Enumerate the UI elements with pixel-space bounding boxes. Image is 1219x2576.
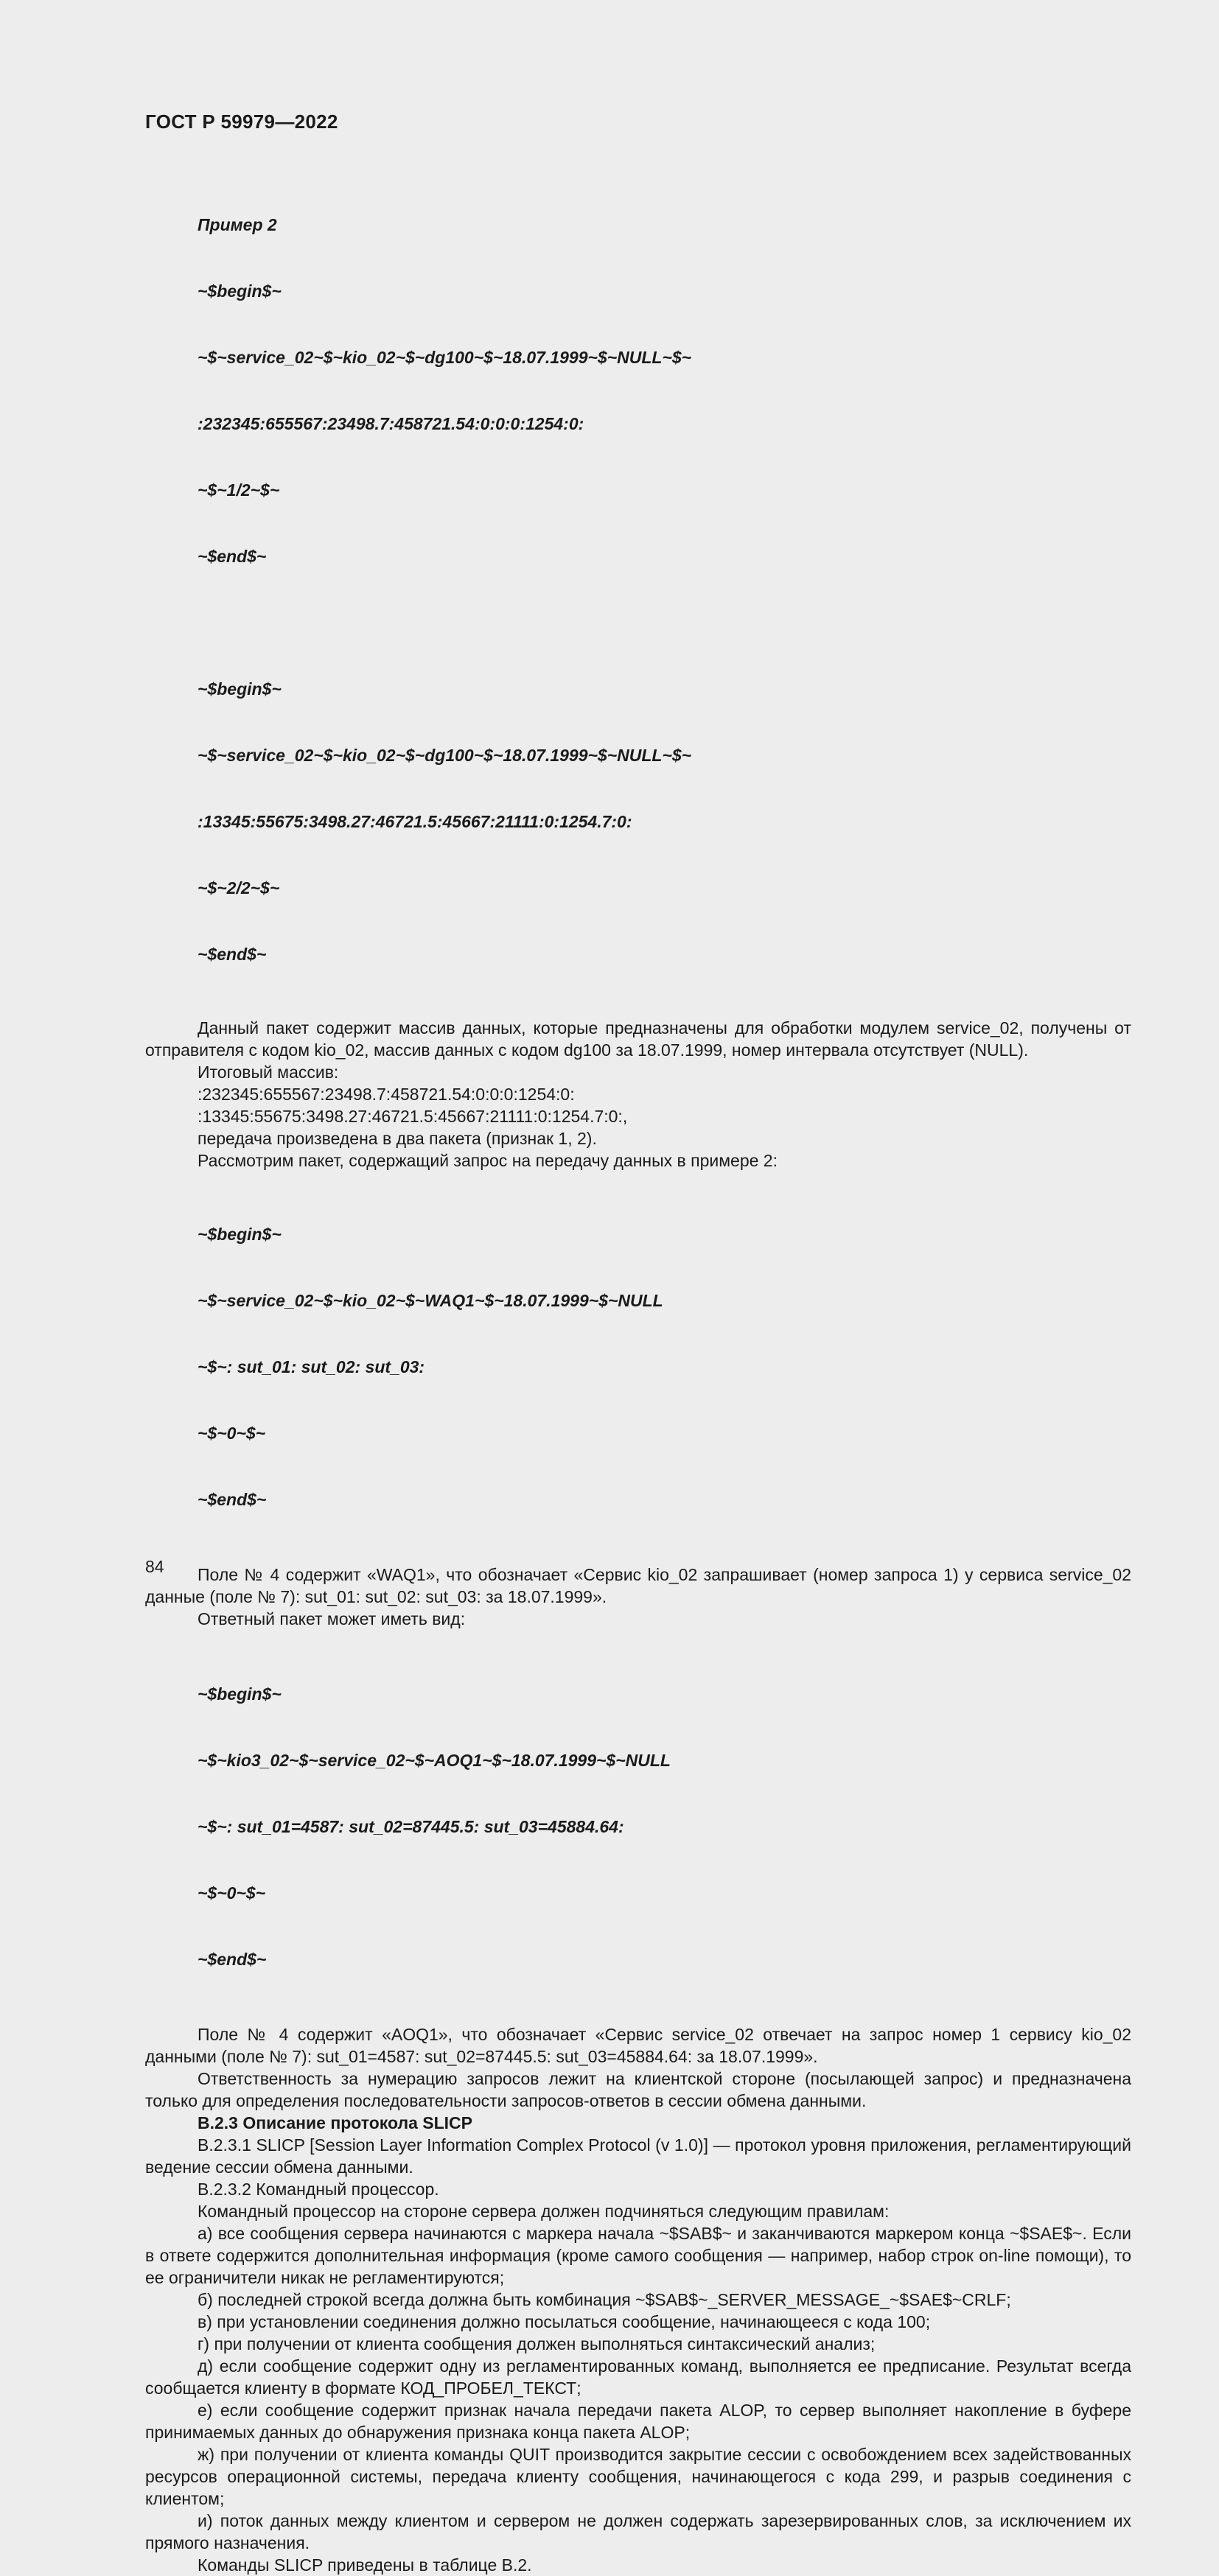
response-packet-block	[145, 1639, 1131, 2015]
example-block	[145, 169, 1131, 1009]
text-line: Итоговый массив:	[198, 1063, 339, 1082]
rule-item: в) при установлении соединения должно посылаться сообщение, начинающееся с кода 100;	[198, 2312, 931, 2331]
code-line: ~$begin$~	[198, 679, 282, 699]
section-heading: В.2.3 Описание протокола SLICP	[198, 2113, 472, 2132]
code-line: ~$~: sut_01=4587: sut_02=87445.5: sut_03=45884.64:	[198, 1817, 624, 1836]
rule-item: ж) при получении от клиента команды QUIT производится закрытие сессии с освобождением всех задействованных ресурсов операционной системы, передача клиенту сообщения, начинающегося с кода 299, и разрыв соединения с клиентом;	[145, 2445, 1131, 2508]
code-line: ~$~0~$~	[198, 1883, 266, 1903]
page-content	[145, 169, 1131, 2576]
rule-item: б) последней строкой всегда должна быть комбинация ~$SAB$~_SERVER_MESSAGE_~$SAE$~CRLF;	[198, 2290, 1011, 2309]
code-line: ~$end$~	[198, 945, 267, 964]
rule-item: а) все сообщения сервера начинаются с маркера начала ~$SAB$~ и заканчиваются маркером конца ~$SAE$~. Если в ответе содержится дополнительная информация (кроме самого сообщения — например, набор строк on-line помощи), то ее ограничители никак не регламентируются;	[145, 2224, 1131, 2287]
request-packet-block	[145, 1179, 1131, 1555]
text-line: передача произведена в два пакета (признак 1, 2).	[198, 1129, 597, 1148]
example-title: Пример 2	[198, 215, 277, 234]
text-line: Рассмотрим пакет, содержащий запрос на передачу данных в примере 2:	[198, 1151, 778, 1170]
code-line: ~$~service_02~$~kio_02~$~dg100~$~18.07.1999~$~NULL~$~	[198, 746, 692, 765]
rule-item: и) поток данных между клиентом и сервером не должен содержать зарезервированных слов, за исключением их прямого назначения.	[145, 2511, 1131, 2552]
summary-block	[145, 1061, 1131, 1172]
text-line: :13345:55675:3498.27:46721.5:45667:21111:0:1254.7:0:,	[198, 1107, 628, 1126]
code-line: ~$~0~$~	[198, 1424, 266, 1443]
code-line: ~$~kio3_02~$~service_02~$~AOQ1~$~18.07.1999~$~NULL	[198, 1751, 671, 1770]
rule-item: е) если сообщение содержит признак начала передачи пакета ALOP, то сервер выполняет накопление в буфере принимаемых данных до обнаружения признака конца пакета ALOP;	[145, 2401, 1131, 2442]
code-line: ~$~service_02~$~kio_02~$~dg100~$~18.07.1999~$~NULL~$~	[198, 348, 692, 367]
code-line: ~$end$~	[198, 1950, 267, 1969]
code-line: ~$~service_02~$~kio_02~$~WAQ1~$~18.07.1999~$~NULL	[198, 1291, 663, 1310]
paragraph: Команды SLICP приведены в таблице В.2.	[198, 2555, 532, 2575]
blank-line	[198, 612, 1131, 634]
paragraph: Данный пакет содержит массив данных, которые предназначены для обработки модулем service_02, получены от отправителя с кодом kio_02, массив данных с кодом dg100 за 18.07.1999, номер интервала отсутствует (NULL).	[145, 1018, 1131, 1060]
paragraph: Поле № 4 содержит «WAQ1», что обозначает «Сервис kio_02 запрашивает (номер запроса 1) у сервиса service_02 данные (поле № 7): sut_01: sut_02: sut_03: за 18.07.1999».	[145, 1565, 1131, 1606]
paragraph: Командный процессор на стороне сервера должен подчиняться следующим правилам:	[198, 2202, 890, 2221]
code-line: ~$end$~	[198, 1490, 267, 1509]
code-line: ~$begin$~	[198, 281, 282, 301]
paragraph: Ответственность за нумерацию запросов лежит на клиентской стороне (посылающей запрос) и предназначена только для определения последовательности запросов-ответов в сессии обмена данными.	[145, 2069, 1131, 2110]
paragraph: Ответный пакет может иметь вид:	[198, 1609, 466, 1628]
code-line: ~$~: sut_01: sut_02: sut_03:	[198, 1357, 425, 1376]
text-line: :232345:655567:23498.7:458721.54:0:0:0:1254:0:	[198, 1085, 575, 1104]
document-header: ГОСТ Р 59979—2022	[145, 111, 338, 133]
code-line: ~$end$~	[198, 547, 267, 566]
paragraph: В.2.3.2 Командный процессор.	[198, 2180, 439, 2199]
paragraph: Поле № 4 содержит «AOQ1», что обозначает «Сервис service_02 отвечает на запрос номер 1 сервису kio_02 данными (поле № 7): sut_01=4587: sut_02=87445.5: sut_03=45884.64: за 18.07.1999».	[145, 2025, 1131, 2066]
code-line: :13345:55675:3498.27:46721.5:45667:21111:0:1254.7:0:	[198, 812, 632, 831]
code-line: ~$begin$~	[198, 1225, 282, 1244]
rule-item: г) при получении от клиента сообщения должен выполняться синтаксический анализ;	[198, 2334, 876, 2353]
code-line: ~$begin$~	[198, 1684, 282, 1704]
code-line: ~$~2/2~$~	[198, 878, 280, 897]
page-number: 84	[145, 1557, 164, 1576]
code-line: :232345:655567:23498.7:458721.54:0:0:0:1254:0:	[198, 414, 584, 433]
rule-item: д) если сообщение содержит одну из регламентированных команд, выполняется ее предписание. Результат всегда сообщается клиенту в формате КОД_ПРОБЕЛ_ТЕКСТ;	[145, 2356, 1131, 2398]
code-line: ~$~1/2~$~	[198, 480, 280, 500]
paragraph: В.2.3.1 SLICP [Session Layer Information Complex Protocol (v 1.0)] — протокол уровня приложения, регламентирующий ведение сессии обмена данными.	[145, 2135, 1131, 2177]
